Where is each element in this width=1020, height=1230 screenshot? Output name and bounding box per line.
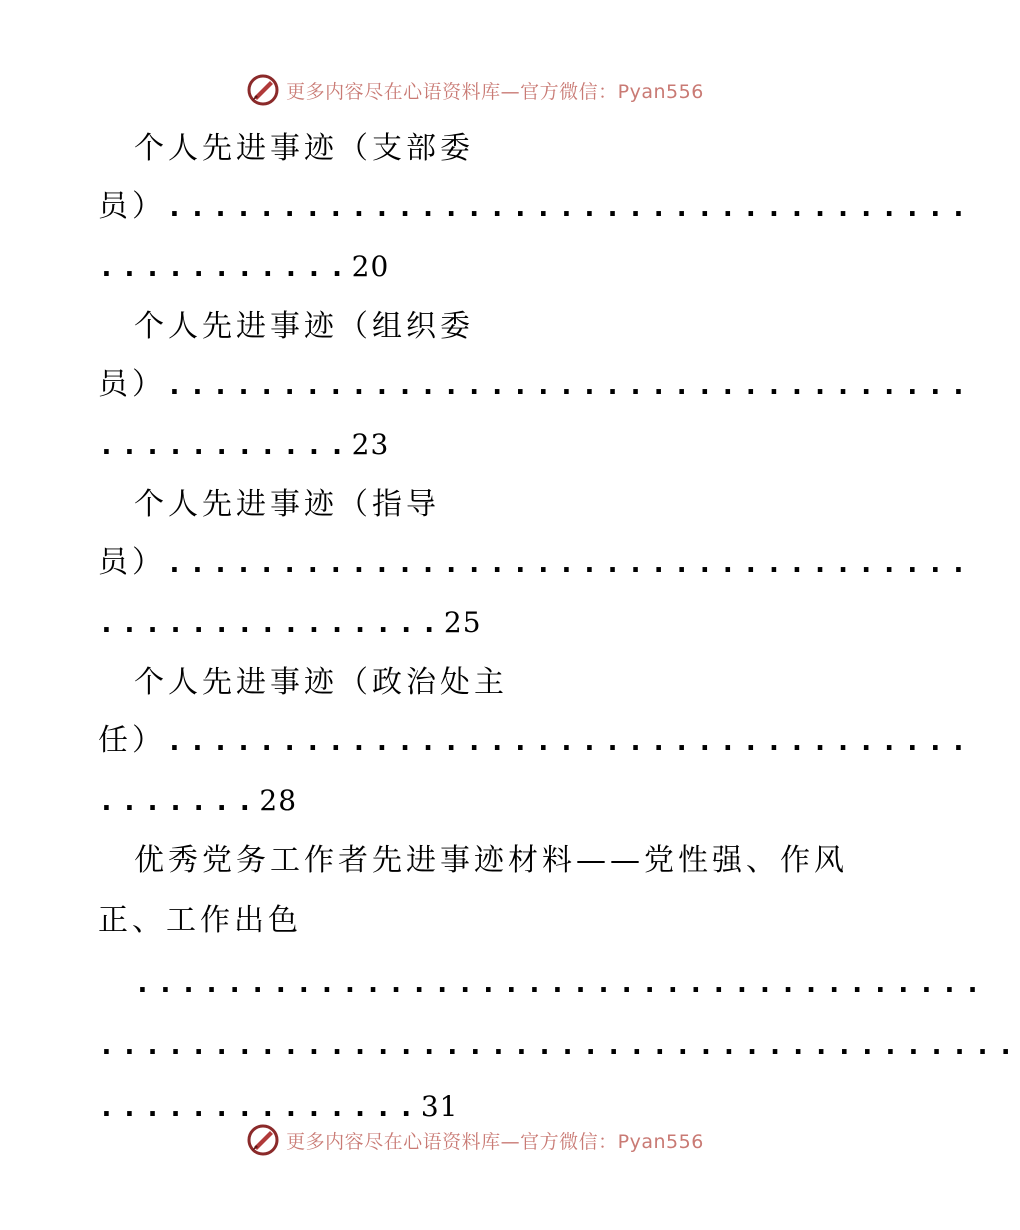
footer-banner	[0, 1120, 950, 1160]
toc-entry-page-line: ...........23	[98, 428, 390, 461]
toc-entry-continuation: 任）...................................	[98, 723, 974, 758]
toc-page-number: 25	[443, 606, 482, 639]
toc-entry-page-line: ..............31	[98, 1090, 459, 1123]
toc-entry-continuation: 员）...................................	[98, 189, 974, 224]
toc-page-number: 31	[420, 1090, 459, 1123]
toc-entry-page-line: ...............25	[98, 606, 482, 639]
toc-entry-dots-line: .....................................	[134, 966, 988, 999]
table-of-contents	[98, 120, 1020, 1138]
toc-entry-page-line: .......28	[98, 784, 298, 817]
toc-entry-title: 个人先进事迹（支部委	[134, 131, 474, 166]
header-banner-text: 更多内容尽在心语资料库—官方微信：Pyan556	[286, 80, 704, 103]
toc-entry-title: 个人先进事迹（组织委	[134, 309, 474, 344]
toc-entry-title: 优秀党务工作者先进事迹材料——党性强、作风	[134, 843, 848, 878]
header-banner	[0, 70, 950, 110]
toc-entry-title: 个人先进事迹（政治处主	[134, 665, 508, 700]
toc-entry-dots-line: ........................................	[98, 1028, 1020, 1061]
toc-entry-page-line: ...........20	[98, 250, 390, 283]
footer-banner-text: 更多内容尽在心语资料库—官方微信：Pyan556	[286, 1130, 704, 1153]
pen-seal-logo-icon	[246, 73, 280, 107]
toc-entry-title: 个人先进事迹（指导	[134, 487, 440, 522]
toc-page-number: 28	[259, 784, 298, 817]
pen-seal-logo-icon	[246, 1123, 280, 1157]
toc-entry-continuation: 员）...................................	[98, 545, 974, 580]
toc-page-number: 23	[351, 428, 390, 461]
toc-entry-continuation: 员）...................................	[98, 367, 974, 402]
toc-page-number: 20	[351, 250, 390, 283]
toc-entry-title-continuation: 正、工作出色	[98, 903, 302, 938]
